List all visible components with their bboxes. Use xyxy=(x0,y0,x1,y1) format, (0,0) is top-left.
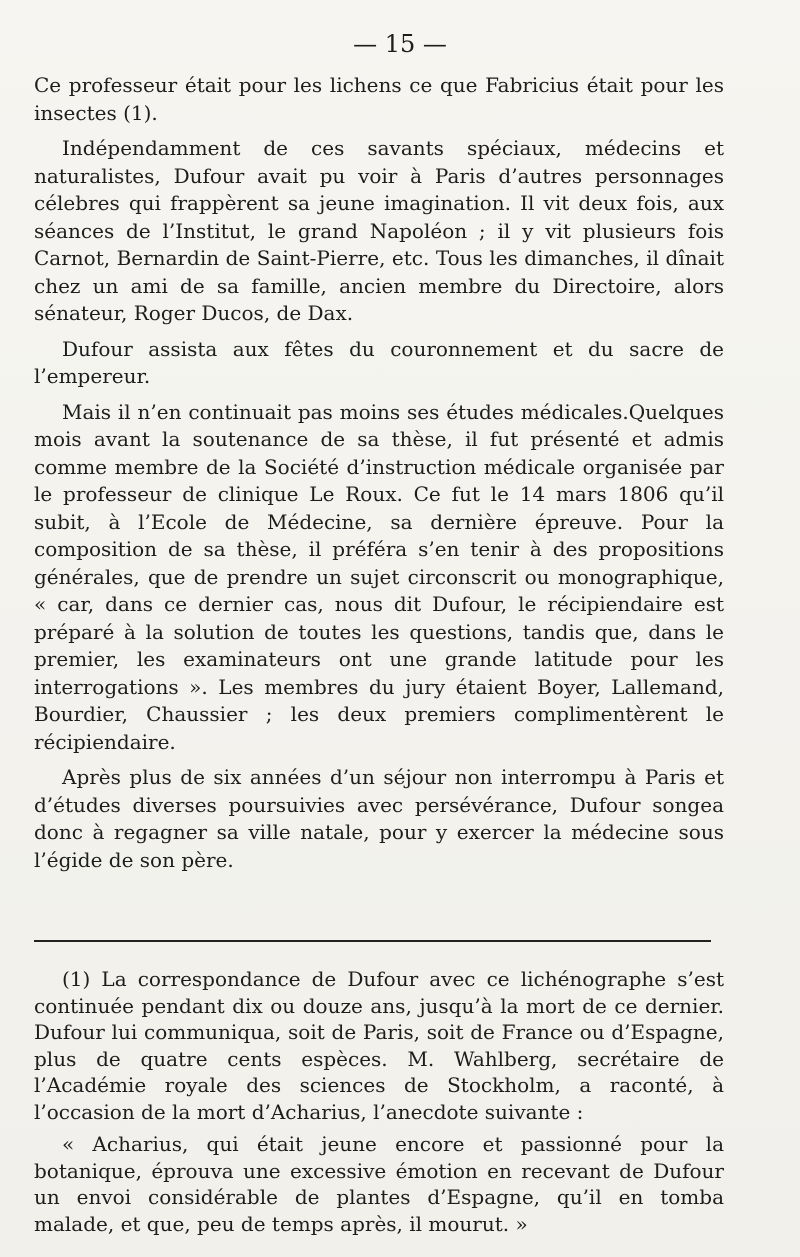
footnotes xyxy=(34,966,724,1243)
paragraph-2: Indépendamment de ces savants spéciaux, médecins et naturalistes, Dufour avait pu voir à Paris d’autres personnages célebres qui frappèrent sa jeune imagination. Il vit deux fois, aux séances de l’Institut, le grand Napoléon ; il y vit plusieurs fois Carnot, Bernardin de Saint-Pierre, etc. Tous les dimanches, il dînait chez un ami de sa famille, ancien membre du Directoire, alors sénateur, Roger Ducos, de Dax. xyxy=(34,136,724,325)
footnote-quote: « Acharius, qui était jeune encore et passionné pour la botanique, éprouva une excessive émotion en recevant de Dufour un envoi considérable de plantes d’Espagne, qu’il en tomba malade, et que, peu de temps après, il mourut. » xyxy=(34,1132,724,1236)
page-number: — 15 — xyxy=(353,30,447,58)
paragraph-5: Après plus de six années d’un séjour non interrompu à Paris et d’études diverses poursuivies avec persévérance, Dufour songea donc à regagner sa ville natale, pour y exercer la médecine sous l’égide de son père. xyxy=(34,765,724,872)
footnote-1: (1) La correspondance de Dufour avec ce lichénographe s’est continuée pendant dix ou douze ans, jusqu’à la mort de ce dernier. Dufour lui communiqua, soit de Paris, soit de France ou d’Espagne, plus de quatre cents espèces. M. Wahlberg, secrétaire de l’Académie royale des sciences de Stockholm, a raconté, à l’occasion de la mort d’Acharius, l’anecdote suivante : xyxy=(34,967,724,1124)
footnote-separator xyxy=(34,940,711,942)
paragraph-4: Mais il n’en continuait pas moins ses études médicales.Quelques mois avant la soutenance de sa thèse, il fut présenté et admis comme membre de la Société d’instruction médicale organisée par le professeur de clinique Le Roux. Ce fut le 14 mars 1806 qu’il subit, à l’Ecole de Médecine, sa dernière épreuve. Pour la composition de sa thèse, il préféra s’en tenir à des propositions générales, que de prendre un sujet circonscrit ou monographique, « car, dans ce dernier cas, nous dit Dufour, le récipiendaire est préparé à la solution de toutes les questions, tandis que, dans le premier, les examinateurs ont une grande latitude pour les interrogations ». Les membres du jury étaient Boyer, Lallemand, Bourdier, Chaussier ; les deux premiers complimentèrent le récipiendaire. xyxy=(34,399,724,754)
paragraph-3: Dufour assista aux fêtes du couronnement et du sacre de l’empereur. xyxy=(34,336,724,388)
paragraph-1: Ce professeur était pour les lichens ce que Fabricius était pour les insectes (1). xyxy=(34,73,724,125)
body-text xyxy=(34,72,724,882)
